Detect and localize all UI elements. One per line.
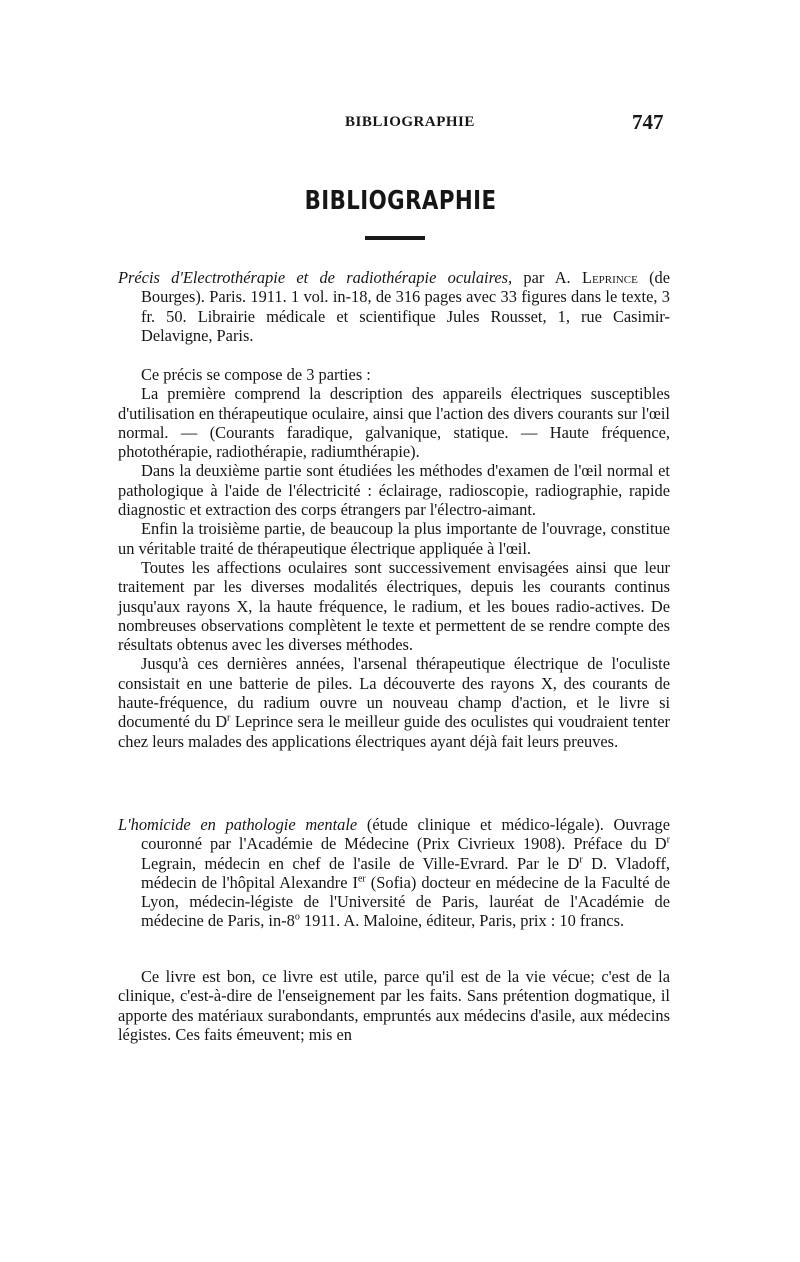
entry-heading-2 — [118, 815, 670, 931]
superscript: r — [579, 854, 583, 866]
paragraph: La première comprend la description des appareils électriques susceptibles d'utilisation en thérapeutique oculaire, ainsi que l'action des divers courants sur l'œil normal. — (Courants faradique, galvanique, statique. — Haute fréquence, photothérapie, radiothérapie, radiumthérapie). — [118, 384, 670, 462]
entry-details-2: D. Vladoff, médecin de l'hôpital Alexandre I — [141, 853, 671, 892]
entry-title-2: L'homicide en pathologie mentale — [118, 815, 358, 834]
section-title: BIBLIOGRAPHIE — [304, 186, 497, 216]
entry-by-1: par A. — [512, 268, 582, 287]
title-rule — [365, 236, 425, 240]
entry-body-1 — [118, 365, 670, 751]
entry-title-1: Précis d'Electrothérapie et de radiothérapie oculaires, — [118, 268, 513, 287]
entry-details-2: 1911. A. Maloine, éditeur, Paris, prix : 10 francs. — [299, 911, 625, 931]
entry-details-2: (étude clinique et médico-légale). Ouvrage couronné par l'Académie de Médecine (Prix Civrieux 1908). Préface du D — [141, 815, 670, 854]
entry-details-1: (de Bourges). Paris. 1911. 1 vol. in-18, de 316 pages avec 33 figures dans le texte, 3 fr. 50. Librairie médicale et scientifique Jules Rousset, 1, rue Casimir-Delavigne, Paris. — [141, 268, 671, 345]
paragraph — [118, 654, 670, 750]
superscript: o — [294, 912, 300, 924]
running-head: BIBLIOGRAPHIE — [345, 114, 475, 130]
paragraph: Toutes les affections oculaires sont successivement envisagées ainsi que leur traitement par les diverses modalités électriques, depuis les courants continus jusqu'aux rayons X, la haute fréquence, le radium, et les boues radio-actives. De nombreuses observations complètent le texte et permettent de se rendre compte des résultats obtenus avec les diverses méthodes. — [118, 557, 670, 655]
paragraph: Ce livre est bon, ce livre est utile, parce qu'il est de la vie vécue; c'est de la clinique, c'est-à-dire de l'enseignement par les faits. Sans prétention dogmatique, il apporte des matériaux surabondants, empruntés aux médecins d'asile, aux médecins légistes. Ces faits émeuvent; mis en — [118, 967, 670, 1044]
paragraph: Dans la deuxième partie sont étudiées les méthodes d'examen de l'œil normal et pathologique à l'aide de l'électricité : éclairage, radioscopie, radiographie, rapide diagnostic et extraction des corps étrangers par l'électro-aimant. — [118, 461, 670, 520]
paragraph: Ce précis se compose de 3 parties : — [141, 365, 371, 384]
paragraph-part: Jusqu'à ces dernières années, l'arsenal thérapeutique électrique de l'oculiste consistait en une batterie de piles. La découverte des rayons X, des courants de haute-fréquence, du radium ouvre un nouveau champ d'action, et le livre si documenté du D — [118, 654, 670, 732]
superscript: er — [357, 873, 366, 885]
paragraph-part: Leprince sera le meilleur guide des oculistes qui voudraient tenter chez leurs malades des applications électriques ayant déjà fait leurs preuves. — [118, 712, 670, 751]
entry-author-1: Leprince — [581, 268, 638, 287]
superscript: r — [666, 834, 670, 846]
superscript: r — [227, 712, 231, 724]
paragraph: Enfin la troisième partie, de beaucoup la plus importante de l'ouvrage, constitue un véritable traité de thérapeutique électrique appliquée à l'œil. — [118, 519, 670, 558]
entry-heading-1 — [118, 268, 670, 345]
entry-details-2: Legrain, médecin en chef de l'asile de Ville-Evrard. Par le D — [141, 853, 580, 873]
page-number: 747 — [632, 110, 664, 134]
entry-body-2 — [118, 967, 670, 1044]
entry-details-2: (Sofia) docteur en médecine de la Faculté de Lyon, médecin-légiste de l'Université de Paris, lauréat de l'Académie de médecine de Paris, in-8 — [141, 872, 670, 931]
